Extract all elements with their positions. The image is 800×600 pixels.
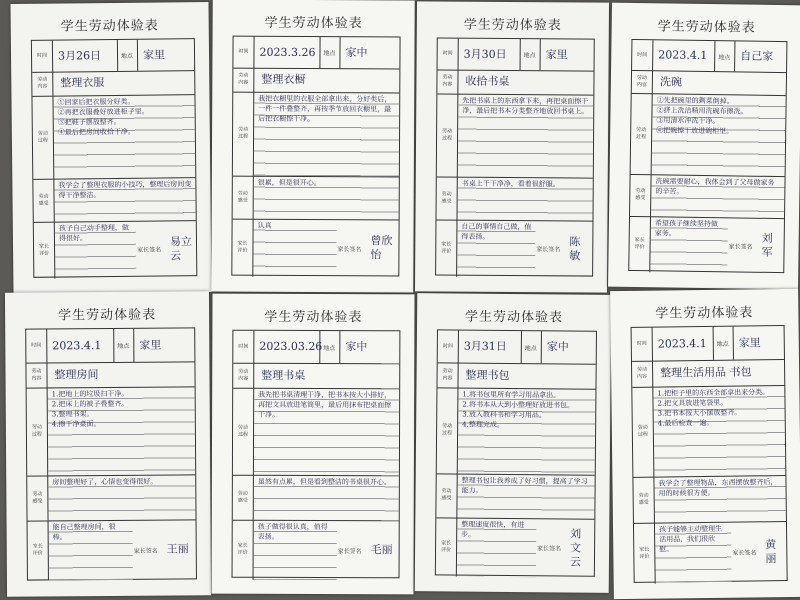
row-label-text: 劳动 <box>636 74 647 81</box>
row-label <box>437 387 459 473</box>
table-row <box>27 474 195 521</box>
signature-label: 家长签名 <box>337 245 362 253</box>
table-row <box>437 93 594 178</box>
row-label-text: 劳动 <box>635 188 646 195</box>
signature-value: 陈敏 <box>569 234 581 262</box>
signature-label: 家长签名 <box>728 242 753 251</box>
row-label-text: 过程 <box>442 135 453 142</box>
parent-eval-value: 孩子自己动手整理，做得很好。 <box>55 221 137 279</box>
row-label-text: 过程 <box>31 431 42 438</box>
table-row <box>632 326 784 362</box>
worksheet-title: 学生劳动体验表 <box>463 17 562 34</box>
worksheet-table <box>31 38 197 278</box>
table-row <box>33 177 195 223</box>
row-label-text: 时间 <box>442 50 453 57</box>
parent-eval-value: 能自己整理房间，很棒。 <box>49 520 133 581</box>
table-row <box>32 39 194 73</box>
signature-value: 曾欣怡 <box>370 234 393 262</box>
place-label: 地点 <box>524 344 537 352</box>
worksheet-title: 学生劳动体验表 <box>657 19 756 36</box>
content-value: 整理衣橱 <box>261 72 306 86</box>
row-label <box>436 176 457 219</box>
worksheet <box>608 3 800 290</box>
row-label-text: 内容 <box>637 373 648 380</box>
row-label-text: 劳动 <box>237 490 248 497</box>
row-label-text: 过程 <box>442 430 453 437</box>
row-label <box>633 477 655 523</box>
worksheet-table <box>628 39 787 273</box>
place-value: 家中 <box>546 340 569 354</box>
row-label-text: 感受 <box>638 499 649 506</box>
feeling-value: 书桌上干干净净，看着很舒服。 <box>457 177 592 221</box>
row-label-text: 劳动 <box>37 76 48 83</box>
row-label <box>437 362 458 387</box>
parent-eval-value: 认真 <box>253 219 336 277</box>
row-label <box>34 222 56 279</box>
place-label: 地点 <box>716 340 729 348</box>
row-label <box>436 473 457 517</box>
row-label <box>26 329 47 362</box>
signature-value: 刘军 <box>761 231 773 259</box>
row-label-text: 家长 <box>32 543 43 550</box>
process-value: 我把衣橱里的衣服全部拿出来，分好类后，一件一件叠整齐，再按季节放回衣橱里，最后把衣橱擦干净。 <box>254 92 399 177</box>
place-label: 地点 <box>323 344 336 352</box>
row-label-text: 内容 <box>37 83 48 90</box>
worksheet <box>610 289 800 599</box>
parent-eval-value: 孩子做得很认真，值得表扬。 <box>254 520 337 580</box>
row-label-text: 劳动 <box>38 193 49 200</box>
row-label-text: 劳动 <box>238 424 249 431</box>
row-label-text: 感受 <box>32 497 43 505</box>
table-row <box>233 92 399 178</box>
table-row <box>632 40 786 73</box>
row-label-text: 过程 <box>637 431 648 438</box>
content-value: 整理衣服 <box>60 76 105 90</box>
row-label-text: 评价 <box>634 244 645 251</box>
signature-label: 家长签名 <box>732 549 757 557</box>
row-label-text: 评价 <box>441 546 452 553</box>
row-label <box>631 93 653 174</box>
row-label <box>233 520 254 580</box>
process-value: 先把书桌上的东西拿下来，再把桌面擦干净，最后把书本分类整齐地放回书桌上。 <box>458 94 594 178</box>
row-label-text: 劳动 <box>31 424 42 431</box>
signature-value: 黄丽 <box>765 537 777 565</box>
row-label-text: 过程 <box>37 137 48 144</box>
time-value: 3月26日 <box>57 48 102 63</box>
row-label <box>33 179 54 222</box>
row-label <box>26 362 47 387</box>
table-row <box>436 517 595 577</box>
table-row <box>436 473 594 519</box>
feeling-value: 洗碗需要耐心，我体会到了父母做家务的辛苦。 <box>651 174 785 218</box>
parent-eval-value: 孩子能够主动整理生活用品，我们很欣慰。 <box>655 522 732 584</box>
table-row <box>633 475 786 524</box>
table-row <box>233 520 399 581</box>
worksheet <box>211 294 414 595</box>
row-label-text: 家长 <box>441 241 452 248</box>
row-label-text: 内容 <box>31 374 42 382</box>
table-row <box>233 388 399 477</box>
table-row <box>27 386 196 476</box>
time-value: 2023.3.26 <box>259 45 316 59</box>
process-value: 1.把地上的垃圾扫干净。 2.把床上的被子叠整齐。 3.整理书架。 4.擦干净桌面。 <box>48 386 196 475</box>
row-label-text: 感受 <box>237 197 248 204</box>
row-label-text: 内容 <box>238 79 249 86</box>
row-label-text: 劳动 <box>442 74 453 81</box>
worksheet-table <box>232 330 401 579</box>
place-label: 地点 <box>120 52 134 60</box>
table-row <box>630 174 785 219</box>
row-label-text: 评价 <box>441 248 452 255</box>
place-label: 地点 <box>323 50 336 58</box>
feeling-value: 我学会了整理衣服的小技巧，整理后房间变得干净整洁。 <box>54 177 195 221</box>
table-row <box>26 328 194 363</box>
table-row <box>437 69 593 95</box>
content-value: 整理房间 <box>54 367 99 381</box>
parent-eval-value: 希望孩子继续坚持做家务。 <box>650 216 728 273</box>
row-label-text: 时间 <box>637 51 648 58</box>
worksheet-title: 学生劳动体验表 <box>465 309 564 326</box>
process-value: 我先把书桌清理干净，把书本按大小排好，再把文具放进笔筒里，最后用抹布把桌面擦干净。 <box>254 388 399 476</box>
row-label-text: 劳动 <box>442 367 453 374</box>
row-label <box>632 361 653 387</box>
process-value: ①回家后把衣服分好类。 ②再把衣服叠好放进柜子里。 ③把鞋子摆放整齐。 ④最后把房间收拾干净。 <box>53 94 195 178</box>
worksheet-table <box>435 329 597 576</box>
row-label <box>233 68 254 92</box>
worksheet <box>211 0 415 293</box>
table-row <box>438 38 594 71</box>
place-value: 家里 <box>142 47 166 62</box>
row-label <box>634 523 656 584</box>
signature-label: 家长签名 <box>537 545 562 553</box>
row-label <box>437 69 458 93</box>
table-row <box>629 216 784 274</box>
place-label: 地点 <box>117 342 130 350</box>
place-value: 家里 <box>738 335 761 350</box>
row-label-text: 家长 <box>639 546 650 553</box>
worksheet-title: 学生劳动体验表 <box>58 307 157 324</box>
row-label-text: 时间 <box>36 52 48 59</box>
time-value: 2023.03.26 <box>259 339 323 354</box>
row-label <box>632 70 653 93</box>
row-label-text: 评价 <box>39 250 50 257</box>
row-label-text: 劳动 <box>37 130 48 137</box>
row-label <box>436 219 457 276</box>
signature-value: 王丽 <box>166 542 189 556</box>
row-label-text: 劳动 <box>638 492 649 499</box>
table-row <box>28 519 196 580</box>
row-label <box>233 331 254 363</box>
row-label <box>629 216 651 272</box>
row-label-text: 评价 <box>32 550 43 557</box>
table-row <box>436 219 592 277</box>
place-label: 地点 <box>718 53 731 61</box>
signature-label: 家长签名 <box>137 246 162 254</box>
signature-label: 家长签名 <box>133 547 158 555</box>
signature-label: 家长签名 <box>337 547 362 555</box>
parent-eval-value: 自己的事情自己做，值得表扬。 <box>457 220 535 278</box>
row-label <box>233 363 254 388</box>
worksheet-table <box>631 325 788 583</box>
signature-value: 刘文云 <box>569 527 582 569</box>
table-row <box>32 70 194 97</box>
row-label-text: 时间 <box>636 340 647 347</box>
worksheet-table <box>231 36 400 277</box>
row-label <box>233 388 254 475</box>
row-label <box>32 41 53 72</box>
row-label <box>437 93 459 176</box>
signature-value: 易立云 <box>169 234 193 262</box>
table-row <box>438 330 596 364</box>
table-row <box>233 363 399 390</box>
row-label <box>630 174 652 216</box>
feeling-value: 整理书包让我养成了好习惯，提高了学习能力。 <box>457 474 594 519</box>
row-label-text: 劳动 <box>637 424 648 431</box>
row-label <box>233 176 254 219</box>
row-label-text: 时间 <box>442 342 453 349</box>
row-label <box>632 387 654 477</box>
worksheet-title: 学生劳动体验表 <box>655 305 754 322</box>
row-label-text: 劳动 <box>237 190 248 197</box>
table-row <box>632 70 786 96</box>
row-label-text: 过程 <box>238 133 249 140</box>
place-value: 家里 <box>139 338 162 352</box>
row-label <box>27 475 48 520</box>
worksheet <box>415 293 612 593</box>
feeling-value: 房间整理好了，心情也变得很好。 <box>48 474 195 520</box>
worksheet-title: 学生劳动体验表 <box>264 15 363 32</box>
divider <box>339 37 340 68</box>
process-value: 1.将书包里所有学习用品拿出。 2.将书本从大到小整理好放进书包。 3.放入教科书和学习用品。 4.整理完成。 <box>458 388 596 475</box>
table-row <box>32 94 195 180</box>
row-label-text: 时间 <box>238 343 249 350</box>
table-row <box>631 93 786 177</box>
table-row <box>437 362 595 389</box>
worksheet <box>5 291 211 596</box>
row-label-text: 劳动 <box>441 191 452 198</box>
time-value: 3月30日 <box>463 47 507 61</box>
content-value: 整理生活用品 书包 <box>660 365 752 380</box>
row-label-text: 劳动 <box>441 488 452 495</box>
row-label-text: 内容 <box>442 81 453 88</box>
divider <box>339 331 340 363</box>
row-label-text: 过程 <box>238 431 249 438</box>
row-label-text: 劳动 <box>31 367 42 375</box>
worksheet-table <box>25 327 197 580</box>
time-value: 2023.4.1 <box>52 338 102 352</box>
table-row <box>436 176 592 221</box>
row-label-text: 家长 <box>237 542 248 549</box>
time-value: 2023.4.1 <box>658 48 708 63</box>
table-row <box>233 475 399 522</box>
row-label-text: 劳动 <box>442 423 453 430</box>
table-row <box>634 521 787 584</box>
row-label-text: 内容 <box>442 374 453 381</box>
place-label: 地点 <box>523 52 536 60</box>
row-label <box>438 330 459 362</box>
row-label-text: 家长 <box>634 237 645 244</box>
row-label-text: 内容 <box>636 81 647 88</box>
place-value: 家里 <box>545 47 568 61</box>
worksheet-title: 学生劳动体验表 <box>60 18 159 35</box>
row-label <box>232 219 253 277</box>
row-label <box>28 520 49 580</box>
row-label <box>632 328 653 361</box>
row-label-text: 评价 <box>237 549 248 556</box>
row-label-text: 家长 <box>237 240 248 247</box>
row-label-text: 评价 <box>237 247 248 254</box>
table-row <box>26 361 194 388</box>
table-row <box>233 68 399 94</box>
worksheet <box>10 2 211 294</box>
signature-label: 家长签名 <box>536 246 561 254</box>
row-label <box>233 475 254 520</box>
content-value: 收拾书桌 <box>465 74 510 88</box>
place-value: 家中 <box>345 45 368 59</box>
table-row <box>233 37 399 70</box>
row-label-text: 内容 <box>238 375 249 382</box>
place-value: 家中 <box>345 340 368 354</box>
row-label <box>27 387 49 475</box>
table-row <box>232 219 398 278</box>
process-value: ①先把碗里的剩菜倒掉。 ②挤上洗洁精用洗碗布擦洗。 ③用清水冲洗干净。 ④把碗擦干放进碗柜里。 <box>652 93 786 176</box>
worksheet <box>415 1 609 292</box>
process-value: 1.把柜子里的东西全部拿出来分类。 2.把文具放进笔袋里。 3.把书本按大小摆放整齐。 4.最后检查一遍。 <box>653 385 785 477</box>
row-label-text: 劳动 <box>637 366 648 373</box>
feeling-value: 很累，但是很开心。 <box>254 176 399 220</box>
row-label-text: 过程 <box>636 133 647 140</box>
row-label <box>233 37 254 68</box>
table-row <box>632 359 784 388</box>
row-label-text: 时间 <box>238 48 249 55</box>
worksheet-title: 学生劳动体验表 <box>264 309 363 326</box>
place-value: 自己家 <box>740 49 774 63</box>
row-label <box>233 92 254 176</box>
row-label-text: 时间 <box>31 342 42 349</box>
row-label <box>32 72 53 96</box>
feeling-value: 虽然有点累，但是看到整洁的书桌很开心。 <box>254 475 399 521</box>
row-label-text: 家长 <box>38 243 50 250</box>
row-label-text: 劳动 <box>238 72 249 79</box>
content-value: 整理书桌 <box>261 368 306 382</box>
table-row <box>34 220 197 279</box>
table-row <box>233 331 399 365</box>
row-label-text: 劳动 <box>636 126 647 133</box>
table-row <box>437 387 596 475</box>
row-label-text: 劳动 <box>238 126 249 133</box>
table-row <box>233 176 399 221</box>
row-label-text: 劳动 <box>442 128 453 135</box>
row-label-text: 评价 <box>639 553 650 560</box>
content-value: 整理书包 <box>465 368 510 382</box>
row-label-text: 感受 <box>441 495 452 502</box>
row-label <box>436 517 458 576</box>
row-label-text: 劳动 <box>238 368 249 375</box>
table-row <box>632 385 785 478</box>
feeling-value: 我学会了整理物品，东西摆放整齐后，用的时候很方便。 <box>654 475 786 523</box>
row-label <box>32 96 54 179</box>
row-label-text: 家长 <box>441 539 452 546</box>
time-value: 3月31日 <box>463 339 507 353</box>
row-label-text: 感受 <box>38 200 49 207</box>
parent-eval-value: 整理速度很快，有进步。 <box>457 518 537 578</box>
row-label <box>438 38 459 69</box>
time-value: 2023.4.1 <box>657 336 707 351</box>
row-label-text: 感受 <box>635 195 646 202</box>
row-label-text: 感受 <box>441 198 452 205</box>
row-label <box>632 40 653 70</box>
worksheet-table <box>435 37 595 276</box>
row-label-text: 感受 <box>237 497 248 504</box>
content-value: 洗碗 <box>659 74 682 89</box>
signature-value: 毛丽 <box>370 543 393 557</box>
row-label-text: 劳动 <box>32 490 43 498</box>
